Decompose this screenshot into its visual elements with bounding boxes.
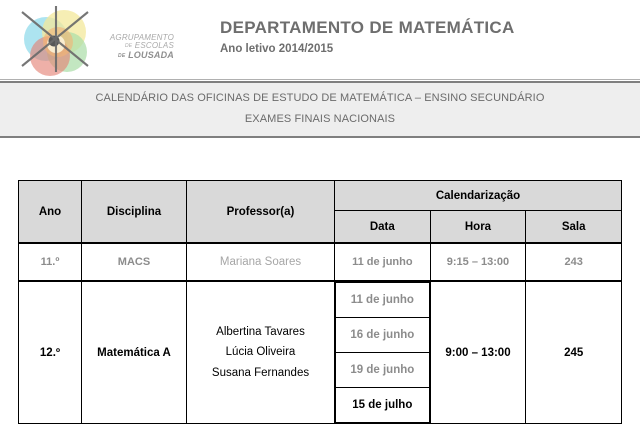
table-header: [19, 181, 622, 244]
column-header-data: Data: [335, 211, 431, 244]
logo-wordmark: [90, 34, 174, 60]
logo-wordmark-line-2-prefix: DE: [125, 43, 133, 50]
page-title: DEPARTAMENTO DE MATEMÁTICA: [220, 18, 515, 37]
cell-hora: 9:00 – 13:00: [430, 281, 526, 424]
title-block: [220, 18, 600, 55]
cell-disciplina: Matemática A: [82, 281, 187, 424]
table-row: [19, 281, 622, 424]
date-subrow: [336, 388, 430, 423]
table-body: [19, 243, 622, 424]
professor-name: Susana Fernandes: [211, 366, 310, 379]
page-header: [0, 0, 640, 80]
professor-name-list: [187, 322, 334, 382]
banner-line-1: CALENDÁRIO DAS OFICINAS DE ESTUDO DE MATEMÁTICA – ENSINO SECUNDÁRIO: [95, 92, 545, 104]
column-header-disciplina: Disciplina: [82, 181, 187, 244]
logo-wordmark-line-3-text: LOUSADA: [128, 49, 174, 60]
school-logo: [12, 4, 172, 78]
date-sublist: [335, 282, 430, 423]
cell-disciplina: MACS: [82, 243, 187, 281]
schedule-table: [18, 180, 622, 424]
column-header-sala: Sala: [526, 211, 622, 244]
cell-data-group: [335, 281, 431, 424]
cell-data: 11 de junho: [336, 283, 430, 318]
cell-data-highlighted: 15 de julho: [336, 388, 430, 423]
cell-data: 16 de junho: [336, 318, 430, 353]
column-header-professor: Professor(a): [187, 181, 335, 244]
table-header-row-1: [19, 181, 622, 211]
banner-line-2: EXAMES FINAIS NACIONAIS: [244, 113, 396, 125]
logo-wordmark-line-2-text: ESCOLAS: [134, 41, 174, 51]
cell-hora: 9:15 – 13:00: [430, 243, 526, 281]
date-subrow: [336, 283, 430, 318]
table-row: [19, 243, 622, 281]
banner: [0, 81, 640, 138]
logo-pinwheel-icon: [12, 4, 102, 78]
column-header-ano: Ano: [19, 181, 82, 244]
cell-sala: 243: [526, 243, 622, 281]
date-subrow: [336, 318, 430, 353]
cell-professor: [187, 281, 335, 424]
professor-name: Lúcia Oliveira: [225, 346, 296, 359]
cell-ano: 12.º: [19, 281, 82, 424]
logo-wordmark-line-3: [90, 51, 174, 60]
date-subrow: [336, 353, 430, 388]
header-divider: [0, 79, 640, 80]
cell-professor: Mariana Soares: [187, 243, 335, 281]
logo-wordmark-line-1: AGRUPAMENTO: [109, 33, 174, 42]
cell-data: 11 de junho: [335, 243, 431, 281]
cell-ano: 11.º: [19, 243, 82, 281]
logo-wordmark-line-3-prefix: DE: [118, 52, 126, 59]
professor-name: Albertina Tavares: [216, 326, 305, 339]
cell-data: 19 de junho: [336, 353, 430, 388]
school-year-subtitle: Ano letivo 2014/2015: [220, 43, 334, 55]
cell-sala: 245: [526, 281, 622, 424]
column-header-hora: Hora: [430, 211, 526, 244]
logo-svg: [12, 4, 102, 78]
column-header-calendarizacao: Calendarização: [335, 181, 622, 211]
